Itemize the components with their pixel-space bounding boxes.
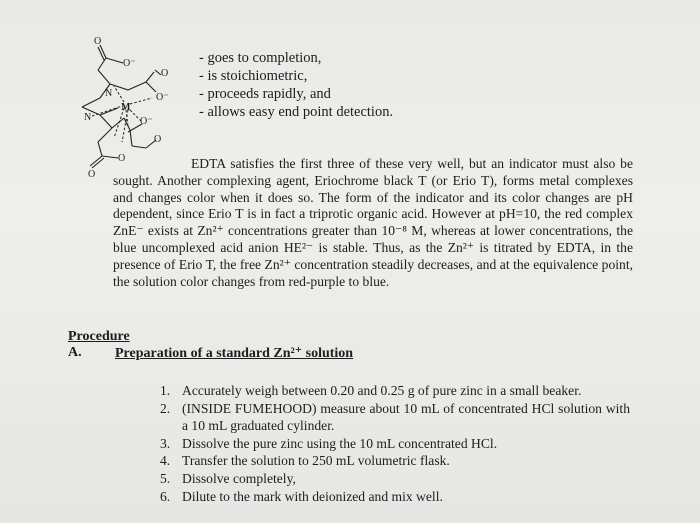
step-number: 6.: [160, 488, 171, 504]
list-item: - proceeds rapidly, and: [199, 86, 331, 102]
step-number: 4.: [160, 453, 171, 469]
atom-n: N: [105, 88, 113, 99]
atom-o-minus: O⁻: [156, 92, 169, 103]
procedure-steps: [160, 382, 630, 505]
step-number: 3.: [160, 435, 171, 451]
step-text: Dissolve the pure zinc using the 10 mL concentrated HCl.: [182, 435, 498, 451]
step-number: 2.: [160, 400, 171, 416]
paragraph-text: EDTA satisfies the first three of these very well, but an indicator must also be sought. Another complexing agent, Eriochrome black T (or Erio T), forms metal complexes and changes color when it does so. The form of the indicator and its color changes are pH dependent, since Erio T is in fact a triprotic organic acid. However at pH=10, the red complex ZnE⁻ exists at Zn²⁺ concentrations greater than 10⁻⁸ M, whereas at lower concentrations, the blue uncomplexed acid anion HE²⁻ is stable. Thus, as the Zn²⁺ is titrated by EDTA, in the presence of Erio T, the free Zn²⁺ concentration steadily decreases, and at the equivalence point, the solution color changes from red-purple to blue.: [113, 156, 633, 289]
step-text: Transfer the solution to 250 mL volumetric flask.: [182, 453, 450, 469]
atom-o-minus: O⁻: [123, 58, 136, 69]
procedure-heading: Procedure: [68, 329, 130, 344]
step-item: [160, 435, 630, 453]
edta-paragraph: [113, 156, 633, 290]
section-title: Preparation of a standard Zn²⁺ solution: [115, 346, 354, 361]
step-number: 1.: [160, 383, 171, 398]
atom-o: O: [118, 153, 126, 164]
reaction-requirements-list: [199, 49, 393, 121]
step-item: [160, 488, 630, 506]
list-item: - allows easy end point detection.: [199, 104, 394, 120]
step-number: 5.: [160, 470, 171, 486]
atom-m: M: [121, 102, 131, 113]
section-letter: A.: [68, 345, 82, 360]
step-text: Dissolve completely,: [182, 470, 296, 486]
list-item: - is stoichiometric,: [199, 68, 308, 84]
atom-o: O: [154, 134, 162, 145]
atom-o-minus: O⁻: [140, 116, 153, 127]
step-item: [160, 400, 630, 435]
atom-n: N: [84, 112, 92, 123]
list-item: - goes to completion,: [199, 50, 322, 66]
atom-o: O: [88, 169, 96, 180]
step-item: [160, 452, 630, 470]
atom-o: O: [161, 68, 169, 79]
atom-o: O: [94, 36, 102, 47]
step-text: (INSIDE FUMEHOOD) measure about 10 mL of concentrated HCl solution with a 10 mL graduated cylinder.: [182, 400, 630, 434]
step-item: [160, 382, 630, 400]
step-text: Accurately weigh between 0.20 and 0.25 g of pure zinc in a small beaker.: [182, 383, 582, 398]
step-text: Dilute to the mark with deionized and mix well.: [182, 488, 443, 504]
coordination-bonds: [92, 86, 152, 142]
step-item: [160, 470, 630, 488]
